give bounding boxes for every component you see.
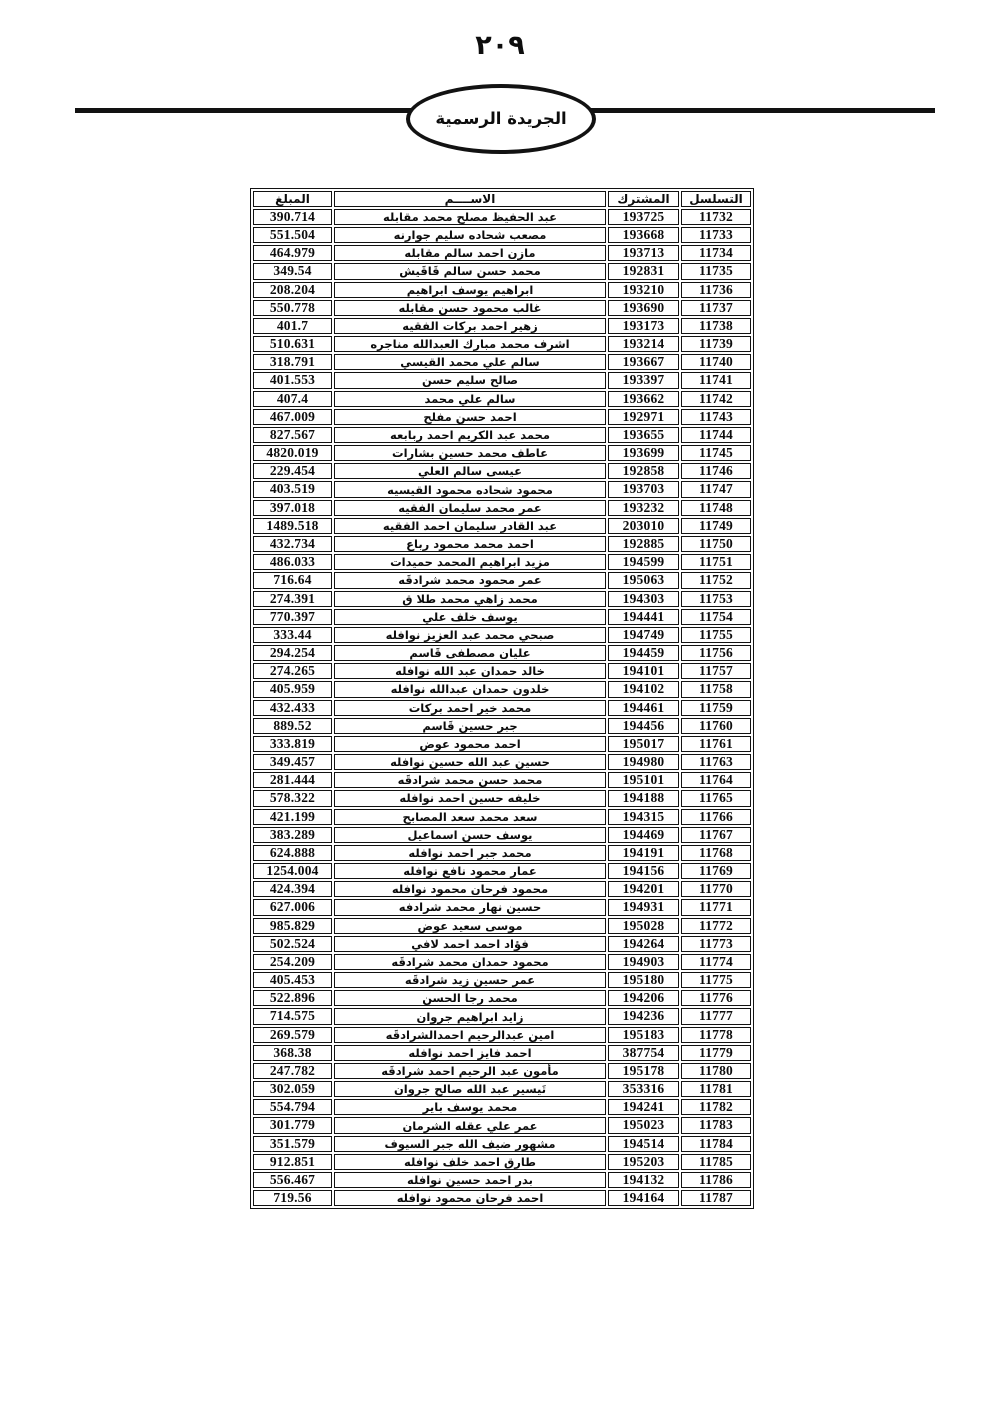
table-row (253, 718, 751, 734)
name-cell: محمد خير احمد بركات (334, 700, 606, 716)
amount-cell: 333.819 (253, 736, 332, 752)
serial-cell: 11786 (681, 1172, 751, 1188)
table-row (253, 409, 751, 425)
subscriber-cell: 195203 (608, 1154, 679, 1170)
amount-cell: 985.829 (253, 918, 332, 934)
subscriber-cell: 193214 (608, 336, 679, 352)
subscriber-cell: 194980 (608, 754, 679, 770)
name-cell: احمد محمود عوض (334, 736, 606, 752)
serial-cell: 11737 (681, 300, 751, 316)
subscriber-cell: 194903 (608, 954, 679, 970)
serial-cell: 11784 (681, 1136, 751, 1152)
name-cell: مأمون عبد الرحيم احمد شرادقَه (334, 1063, 606, 1079)
subscriber-cell: 193699 (608, 445, 679, 461)
amount-cell: 281.444 (253, 772, 332, 788)
amount-cell: 390.714 (253, 209, 332, 225)
name-cell: عبد القادر سليمان احمد الفقيه (334, 518, 606, 534)
subscriber-cell: 194749 (608, 627, 679, 643)
table-row (253, 245, 751, 261)
table-row (253, 282, 751, 298)
amount-cell: 1254.004 (253, 863, 332, 879)
subscriber-cell: 194188 (608, 790, 679, 806)
subscriber-cell: 193662 (608, 391, 679, 407)
subscriber-cell: 193397 (608, 372, 679, 388)
subscriber-cell: 194461 (608, 700, 679, 716)
amount-cell: 551.504 (253, 227, 332, 243)
serial-cell: 11740 (681, 354, 751, 370)
serial-cell: 11763 (681, 754, 751, 770)
name-cell: مزيد ابراهيم المحمد حميدات (334, 554, 606, 570)
name-cell: يوسف حسن اسماعيل (334, 827, 606, 843)
name-cell: عمر محمد سليمان الفقيه (334, 500, 606, 516)
amount-cell: 432.433 (253, 700, 332, 716)
table-row (253, 972, 751, 988)
name-cell: عمر محمود محمد شرادقَه (334, 572, 606, 588)
subscriber-cell: 193173 (608, 318, 679, 334)
amount-cell: 4820.019 (253, 445, 332, 461)
name-cell: امين عبدالرحيم احمدالشرادقَه (334, 1027, 606, 1043)
table-row (253, 463, 751, 479)
serial-cell: 11736 (681, 282, 751, 298)
subscriber-cell: 195183 (608, 1027, 679, 1043)
amount-cell: 349.457 (253, 754, 332, 770)
subscriber-cell: 193725 (608, 209, 679, 225)
table-row (253, 209, 751, 225)
table-row (253, 790, 751, 806)
subscriber-cell: 195017 (608, 736, 679, 752)
name-cell: غالب محمود حسن مقابله (334, 300, 606, 316)
amount-cell: 827.567 (253, 427, 332, 443)
name-cell: محمد رجا الحسن (334, 990, 606, 1006)
subscriber-cell: 195023 (608, 1117, 679, 1133)
serial-cell: 11768 (681, 845, 751, 861)
table-row (253, 500, 751, 516)
table-row (253, 809, 751, 825)
subscriber-cell: 192831 (608, 263, 679, 279)
name-cell: جبر حسين قَاسم (334, 718, 606, 734)
amount-cell: 770.397 (253, 609, 332, 625)
table-row (253, 954, 751, 970)
serial-cell: 11742 (681, 391, 751, 407)
serial-cell: 11741 (681, 372, 751, 388)
serial-cell: 11783 (681, 1117, 751, 1133)
subscriber-cell: 194459 (608, 645, 679, 661)
name-cell: خليفه حسين احمد نوافله (334, 790, 606, 806)
subscriber-cell: 195028 (608, 918, 679, 934)
table-row (253, 572, 751, 588)
serial-cell: 11746 (681, 463, 751, 479)
name-cell: محمد حسن محمد شرادقَه (334, 772, 606, 788)
name-cell: احمد فرحان محمود نوافله (334, 1190, 606, 1206)
table-row (253, 627, 751, 643)
subscriber-cell: 193690 (608, 300, 679, 316)
name-cell: مشهور ضيف الله جبر السيوف (334, 1136, 606, 1152)
serial-cell: 11750 (681, 536, 751, 552)
name-cell: عبد الحفيظ مصلح محمد مقابله (334, 209, 606, 225)
name-cell: احمد محمد محمود رباع (334, 536, 606, 552)
name-cell: مصعب شحاده سليم جوارنه (334, 227, 606, 243)
amount-cell: 464.979 (253, 245, 332, 261)
amount-cell: 274.391 (253, 591, 332, 607)
table-row (253, 772, 751, 788)
serial-cell: 11734 (681, 245, 751, 261)
col-header-serial: التسلسل (681, 191, 751, 207)
amount-cell: 716.64 (253, 572, 332, 588)
name-cell: محمود شحاده محمود القيسيه (334, 481, 606, 497)
serial-cell: 11755 (681, 627, 751, 643)
serial-cell: 11782 (681, 1099, 751, 1115)
table-row (253, 227, 751, 243)
name-cell: عليان مصطفى قَاسم (334, 645, 606, 661)
table-row (253, 899, 751, 915)
name-cell: حسين عبد الله حسين نوافله (334, 754, 606, 770)
table-row (253, 754, 751, 770)
name-cell: محمد حسن سالم قَاقَيش (334, 263, 606, 279)
amount-cell: 1489.518 (253, 518, 332, 534)
table-row (253, 1117, 751, 1133)
subscribers-table-container (247, 188, 757, 1209)
serial-cell: 11764 (681, 772, 751, 788)
gazette-title: الجريدة الرسمية (435, 108, 567, 128)
amount-cell: 229.454 (253, 463, 332, 479)
subscriber-cell: 194164 (608, 1190, 679, 1206)
serial-cell: 11770 (681, 881, 751, 897)
serial-cell: 11745 (681, 445, 751, 461)
serial-cell: 11751 (681, 554, 751, 570)
amount-cell: 208.204 (253, 282, 332, 298)
subscriber-cell: 195178 (608, 1063, 679, 1079)
subscriber-cell: 193655 (608, 427, 679, 443)
table-row (253, 591, 751, 607)
subscriber-cell: 194469 (608, 827, 679, 843)
name-cell: عمار محمود نافع نوافله (334, 863, 606, 879)
subscriber-cell: 195063 (608, 572, 679, 588)
serial-cell: 11756 (681, 645, 751, 661)
amount-cell: 247.782 (253, 1063, 332, 1079)
name-cell: صبحي محمد عبد العزيز نوافله (334, 627, 606, 643)
table-row (253, 1136, 751, 1152)
name-cell: عمر علي عقله الشرمان (334, 1117, 606, 1133)
table-row (253, 1172, 751, 1188)
name-cell: سالم علي محمد القيسي (334, 354, 606, 370)
amount-cell: 405.959 (253, 681, 332, 697)
name-cell: محمد زاهي محمد طلا ق (334, 591, 606, 607)
amount-cell: 383.289 (253, 827, 332, 843)
name-cell: طارق احمد خلف نوافله (334, 1154, 606, 1170)
amount-cell: 522.896 (253, 990, 332, 1006)
amount-cell: 421.199 (253, 809, 332, 825)
gazette-seal-ellipse (406, 84, 596, 154)
subscriber-cell: 193232 (608, 500, 679, 516)
name-cell: عيسى سالم العلي (334, 463, 606, 479)
table-row (253, 1154, 751, 1170)
col-header-amount: المبلغ (253, 191, 332, 207)
table-row (253, 1081, 751, 1097)
serial-cell: 11779 (681, 1045, 751, 1061)
amount-cell: 550.778 (253, 300, 332, 316)
serial-cell: 11743 (681, 409, 751, 425)
serial-cell: 11766 (681, 809, 751, 825)
col-header-name: الاســــم (334, 191, 606, 207)
serial-cell: 11738 (681, 318, 751, 334)
amount-cell: 912.851 (253, 1154, 332, 1170)
name-cell: تَيسير عبد الله صالح جروان (334, 1081, 606, 1097)
amount-cell: 467.009 (253, 409, 332, 425)
serial-cell: 11785 (681, 1154, 751, 1170)
amount-cell: 333.44 (253, 627, 332, 643)
table-row (253, 681, 751, 697)
name-cell: حسين نهار محمد شرادفه (334, 899, 606, 915)
subscriber-cell: 194132 (608, 1172, 679, 1188)
name-cell: احمد فايز احمد نوافله (334, 1045, 606, 1061)
table-row (253, 354, 751, 370)
subscriber-cell: 194315 (608, 809, 679, 825)
name-cell: محمود حمدان محمد شرادقَه (334, 954, 606, 970)
table-header-row (253, 191, 751, 207)
subscriber-cell: 194931 (608, 899, 679, 915)
serial-cell: 11767 (681, 827, 751, 843)
name-cell: خلدون حمدان عبدالله نوافله (334, 681, 606, 697)
table-row (253, 918, 751, 934)
subscriber-cell: 194456 (608, 718, 679, 734)
amount-cell: 254.209 (253, 954, 332, 970)
subscriber-cell: 192971 (608, 409, 679, 425)
table-row (253, 881, 751, 897)
amount-cell: 397.018 (253, 500, 332, 516)
serial-cell: 11754 (681, 609, 751, 625)
amount-cell: 405.453 (253, 972, 332, 988)
serial-cell: 11787 (681, 1190, 751, 1206)
amount-cell: 486.033 (253, 554, 332, 570)
serial-cell: 11739 (681, 336, 751, 352)
name-cell: زهير احمد بركات الفقيه (334, 318, 606, 334)
serial-cell: 11744 (681, 427, 751, 443)
subscriber-cell: 194206 (608, 990, 679, 1006)
name-cell: موسى سعيد عوض (334, 918, 606, 934)
amount-cell: 889.52 (253, 718, 332, 734)
table-row (253, 845, 751, 861)
table-row (253, 427, 751, 443)
name-cell: مازن احمد سالم مقابله (334, 245, 606, 261)
table-row (253, 1190, 751, 1206)
subscriber-cell: 387754 (608, 1045, 679, 1061)
subscribers-table (250, 188, 754, 1209)
name-cell: محمود فرحان محمود نوافله (334, 881, 606, 897)
amount-cell: 554.794 (253, 1099, 332, 1115)
serial-cell: 11775 (681, 972, 751, 988)
subscriber-cell: 194201 (608, 881, 679, 897)
table-row (253, 736, 751, 752)
serial-cell: 11753 (681, 591, 751, 607)
serial-cell: 11749 (681, 518, 751, 534)
name-cell: محمد عبد الكريم احمد ربابعه (334, 427, 606, 443)
amount-cell: 403.519 (253, 481, 332, 497)
table-row (253, 609, 751, 625)
name-cell: محمد يوسف باير (334, 1099, 606, 1115)
amount-cell: 301.779 (253, 1117, 332, 1133)
amount-cell: 502.524 (253, 936, 332, 952)
subscriber-cell: 353316 (608, 1081, 679, 1097)
table-row (253, 645, 751, 661)
serial-cell: 11769 (681, 863, 751, 879)
table-row (253, 372, 751, 388)
serial-cell: 11735 (681, 263, 751, 279)
name-cell: زايد ابراهيم جروان (334, 1008, 606, 1024)
subscriber-cell: 193713 (608, 245, 679, 261)
name-cell: خالد حمدان عبد الله نوافله (334, 663, 606, 679)
amount-cell: 274.265 (253, 663, 332, 679)
amount-cell: 424.394 (253, 881, 332, 897)
amount-cell: 294.254 (253, 645, 332, 661)
serial-cell: 11776 (681, 990, 751, 1006)
subscriber-cell: 203010 (608, 518, 679, 534)
table-row (253, 1045, 751, 1061)
table-row (253, 300, 751, 316)
serial-cell: 11759 (681, 700, 751, 716)
subscriber-cell: 194102 (608, 681, 679, 697)
subscriber-cell: 194303 (608, 591, 679, 607)
subscriber-cell: 194441 (608, 609, 679, 625)
table-row (253, 263, 751, 279)
table-row (253, 391, 751, 407)
serial-cell: 11760 (681, 718, 751, 734)
serial-cell: 11747 (681, 481, 751, 497)
serial-cell: 11774 (681, 954, 751, 970)
subscriber-cell: 194191 (608, 845, 679, 861)
amount-cell: 401.553 (253, 372, 332, 388)
amount-cell: 714.575 (253, 1008, 332, 1024)
name-cell: صالح سليم حسن (334, 372, 606, 388)
subscriber-cell: 194514 (608, 1136, 679, 1152)
amount-cell: 349.54 (253, 263, 332, 279)
table-row (253, 536, 751, 552)
table-row (253, 936, 751, 952)
serial-cell: 11758 (681, 681, 751, 697)
name-cell: فؤاد احمد احمد لافي (334, 936, 606, 952)
amount-cell: 401.7 (253, 318, 332, 334)
serial-cell: 11777 (681, 1008, 751, 1024)
amount-cell: 719.56 (253, 1190, 332, 1206)
subscriber-cell: 194599 (608, 554, 679, 570)
name-cell: محمد جبر احمد نوافله (334, 845, 606, 861)
table-row (253, 481, 751, 497)
name-cell: سالم علي محمد (334, 391, 606, 407)
subscriber-cell: 195101 (608, 772, 679, 788)
serial-cell: 11778 (681, 1027, 751, 1043)
serial-cell: 11781 (681, 1081, 751, 1097)
name-cell: سعد محمد سعد المصابح (334, 809, 606, 825)
amount-cell: 556.467 (253, 1172, 332, 1188)
serial-cell: 11771 (681, 899, 751, 915)
table-row (253, 1008, 751, 1024)
amount-cell: 510.631 (253, 336, 332, 352)
serial-cell: 11757 (681, 663, 751, 679)
serial-cell: 11761 (681, 736, 751, 752)
amount-cell: 627.006 (253, 899, 332, 915)
subscriber-cell: 194264 (608, 936, 679, 952)
subscriber-cell: 194101 (608, 663, 679, 679)
name-cell: يوسف خلف علي (334, 609, 606, 625)
name-cell: اشرف محمد مبارك العبدالله مناجره (334, 336, 606, 352)
subscriber-cell: 193703 (608, 481, 679, 497)
serial-cell: 11772 (681, 918, 751, 934)
col-header-subscriber: المشترك (608, 191, 679, 207)
table-row (253, 990, 751, 1006)
table-row (253, 1099, 751, 1115)
amount-cell: 624.888 (253, 845, 332, 861)
name-cell: احمد حسن مفلح (334, 409, 606, 425)
page-number: ٢٠٩ (475, 30, 525, 61)
name-cell: بدر احمد حسين نوافله (334, 1172, 606, 1188)
name-cell: ابراهيم يوسف ابراهيم (334, 282, 606, 298)
amount-cell: 432.734 (253, 536, 332, 552)
subscriber-cell: 192885 (608, 536, 679, 552)
table-row (253, 554, 751, 570)
amount-cell: 269.579 (253, 1027, 332, 1043)
serial-cell: 11765 (681, 790, 751, 806)
amount-cell: 302.059 (253, 1081, 332, 1097)
name-cell: عاطف محمد حسين بشارات (334, 445, 606, 461)
subscriber-cell: 193210 (608, 282, 679, 298)
serial-cell: 11752 (681, 572, 751, 588)
table-row (253, 445, 751, 461)
name-cell: عمر حسين زيد شرادقَه (334, 972, 606, 988)
table-row (253, 518, 751, 534)
table-row (253, 663, 751, 679)
amount-cell: 351.579 (253, 1136, 332, 1152)
subscriber-cell: 193668 (608, 227, 679, 243)
amount-cell: 578.322 (253, 790, 332, 806)
table-row (253, 700, 751, 716)
subscriber-cell: 194156 (608, 863, 679, 879)
subscriber-cell: 194241 (608, 1099, 679, 1115)
amount-cell: 318.791 (253, 354, 332, 370)
serial-cell: 11773 (681, 936, 751, 952)
subscriber-cell: 194236 (608, 1008, 679, 1024)
table-row (253, 1027, 751, 1043)
table-row (253, 1063, 751, 1079)
serial-cell: 11732 (681, 209, 751, 225)
amount-cell: 407.4 (253, 391, 332, 407)
table-row (253, 336, 751, 352)
table-body (253, 209, 751, 1206)
table-row (253, 318, 751, 334)
serial-cell: 11780 (681, 1063, 751, 1079)
subscriber-cell: 193667 (608, 354, 679, 370)
serial-cell: 11733 (681, 227, 751, 243)
amount-cell: 368.38 (253, 1045, 332, 1061)
table-row (253, 863, 751, 879)
subscriber-cell: 192858 (608, 463, 679, 479)
serial-cell: 11748 (681, 500, 751, 516)
table-row (253, 827, 751, 843)
subscriber-cell: 195180 (608, 972, 679, 988)
